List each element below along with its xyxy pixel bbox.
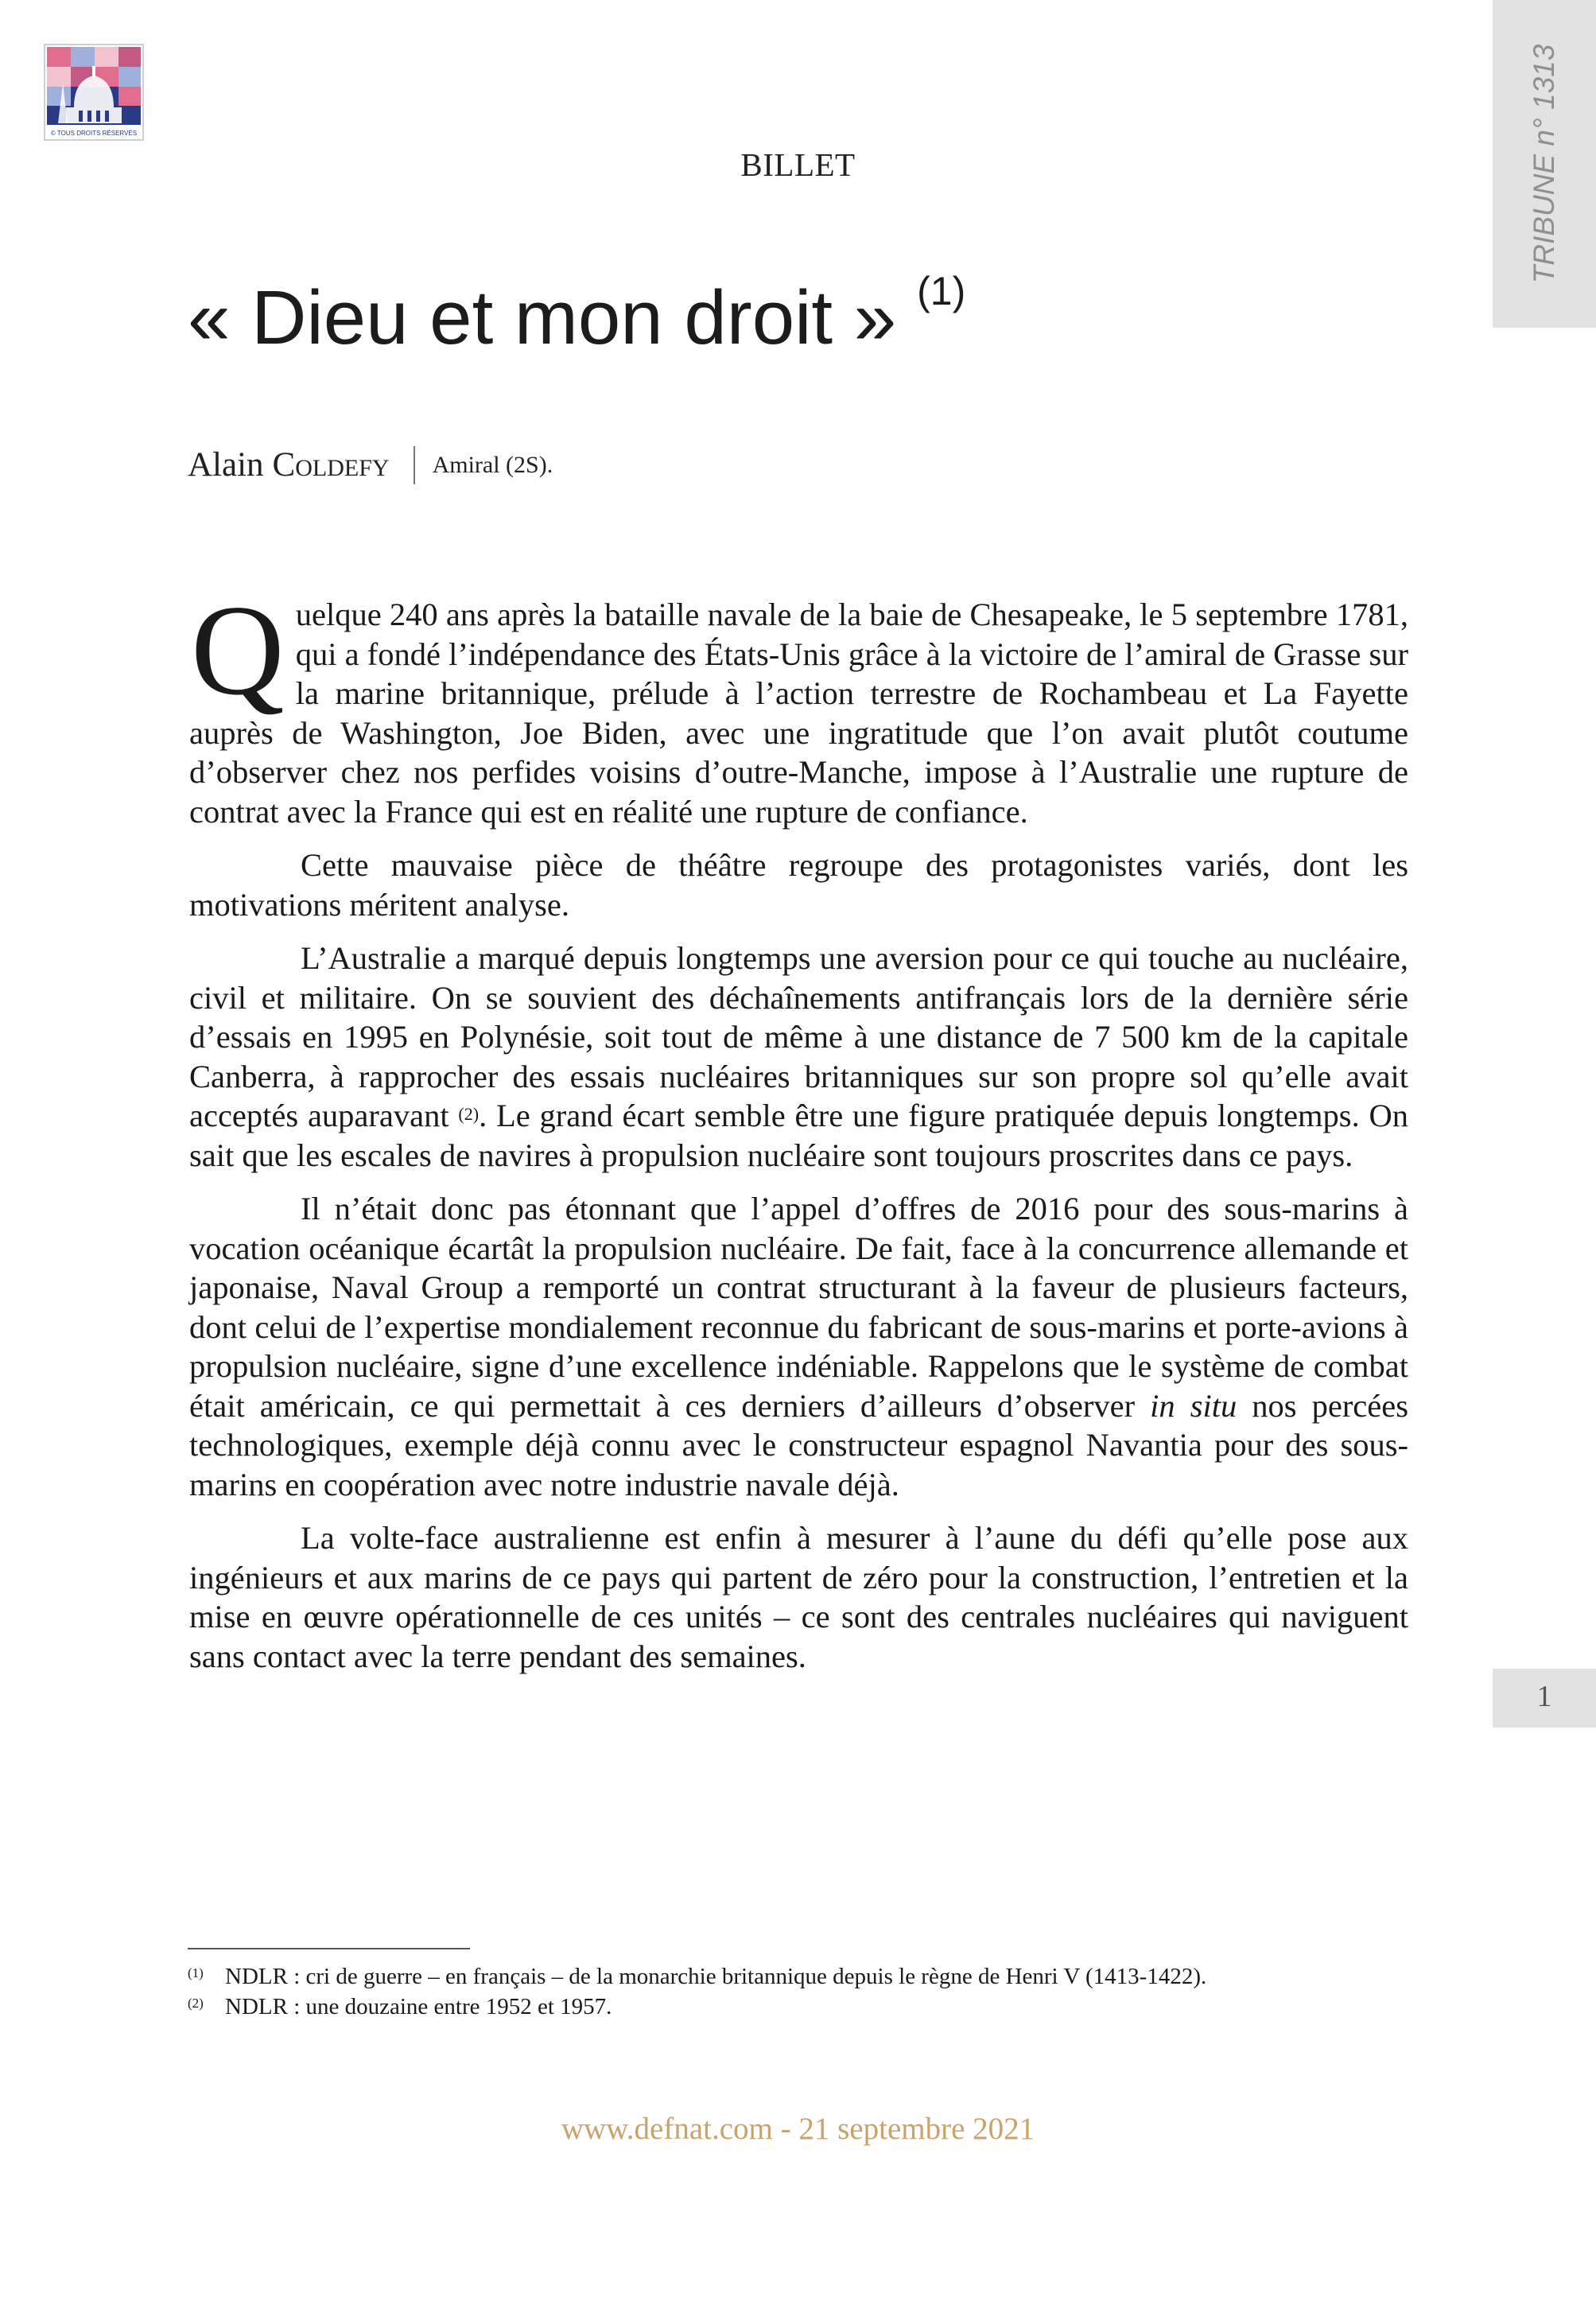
footnote-ref-2[interactable]: (2) xyxy=(458,1104,480,1124)
author-surname: Coldefy xyxy=(272,446,390,484)
footnotes xyxy=(188,1961,1428,2022)
author-divider xyxy=(414,446,415,484)
paragraph-5: La volte-face australienne est enfin à mesurer à l’aune du défi qu’elle pose aux ingénieurs et aux marins de ce pays qui partent de zéro pour la construction, l’entretien et la mise en œuvre opérationnelle de ces unités – ce sont des centrales nucléaires qui naviguent sans contact avec la terre pendant des semaines. xyxy=(189,1520,1408,1674)
article-body xyxy=(189,579,1408,1690)
paragraph-4 xyxy=(189,1189,1408,1504)
footnote-2-mark: (2) xyxy=(188,1996,204,2011)
defnat-dome-logo-icon xyxy=(44,44,144,141)
drop-cap: Q xyxy=(191,579,285,722)
paragraph-4-italic: in situ xyxy=(1150,1387,1237,1424)
title-note-ref: (1) xyxy=(917,269,966,313)
page-title xyxy=(188,269,966,362)
author-firstname: Alain xyxy=(188,446,264,484)
paragraph-3-text-a: L’Australie a marqué depuis longtemps une aversion pour ce qui touche au nucléaire, civil et militaire. On se souvient des déchaînements antifrançais lors de la dernière série d’essais en 1995 en Polynésie, soit tout de même à une distance de 7 500 km de la capitale Canberra, à rapprocher des essais nucléaires britanniques sur son propre sol qu’elle avait acceptés auparavant xyxy=(189,940,1408,1133)
footnote-2-text: NDLR : une douzaine entre 1952 et 1957. xyxy=(225,1994,612,2019)
paragraph-4-text-b: nos percées technologiques, exemple déjà connu avec le constructeur espagnol Navantia pour des sous-marins en coopération avec notre industrie navale déjà. xyxy=(189,1387,1408,1502)
paragraph-2: Cette mauvaise pièce de théâtre regroupe des protagonistes variés, dont les motivations méritent analyse. xyxy=(189,847,1408,923)
page-number-tab xyxy=(1493,1669,1596,1728)
footnote-1 xyxy=(188,1961,1428,1992)
paragraph-1 xyxy=(189,579,1408,831)
section-label: BILLET xyxy=(740,146,856,183)
title-text: « Dieu et mon droit » xyxy=(188,275,897,360)
paragraph-3 xyxy=(189,939,1408,1175)
author-line xyxy=(188,445,553,484)
paragraph-3-text-b: . Le grand écart semble être une figure pratiquée depuis longtemps. On sait que les escales de navires à propulsion nucléaire sont toujours proscrites dans ce pays. xyxy=(189,1098,1408,1173)
paragraph-4-text-a: Il n’était donc pas étonnant que l’appel d’offres de 2016 pour des sous-marins à vocation océanique écartât la propulsion nucléaire. De fait, face à la concurrence allemande et japonaise, Naval Group a remporté un contrat structurant à la faveur de plusieurs facteurs, dont celui de l’expertise mondialement reconnue du fabricant de sous-marins et porte-avions à propulsion nucléaire, signe d’une excellence indéniable. Rappelons que le système de combat était américain, ce qui permettait à ces derniers d’ailleurs d’observer xyxy=(189,1191,1408,1424)
footnote-rule xyxy=(188,1948,470,1949)
footer-url-date[interactable]: www.defnat.com - 21 septembre 2021 xyxy=(561,2112,1035,2146)
paragraph-1-text: uelque 240 ans après la bataille navale de la baie de Chesapeake, le 5 septembre 1781, qui a fondé l’indépendance des États-Unis grâce à la victoire de l’amiral de Grasse sur la marine britannique, prélude à l’action terrestre de Rochambeau et La Fayette auprès de Washington, Joe Biden, avec une ingratitude que l’on avait plutôt coutume d’observer chez nos perfides voisins d’outre-Manche, impose à l’Australie une rupture de contrat avec la France qui est en réalité une rupture de confiance. xyxy=(189,597,1408,830)
tribune-label: TRIBUNE n° 1313 xyxy=(1528,44,1560,284)
page-number: 1 xyxy=(1536,1680,1552,1713)
footnote-1-text: NDLR : cri de guerre – en français – de la monarchie britannique depuis le règne de Henri V (1413-1422). xyxy=(225,1964,1207,1989)
logo-caption: © TOUS DROITS RÉSERVÉS xyxy=(50,130,138,137)
author-rank: Amiral (2S). xyxy=(432,451,553,478)
footnote-2 xyxy=(188,1992,1428,2022)
footnote-1-mark: (1) xyxy=(188,1965,204,1980)
